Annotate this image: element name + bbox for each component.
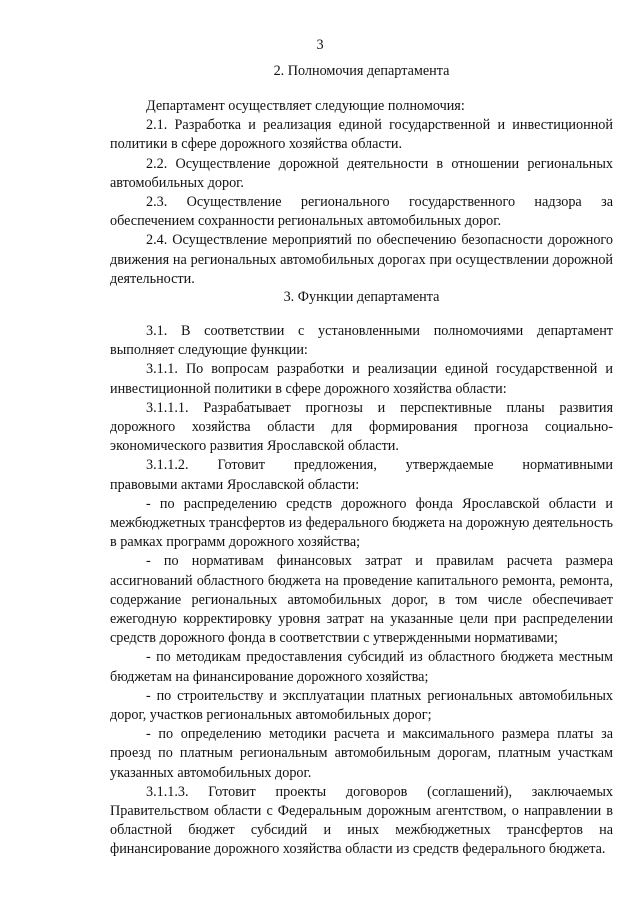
section-2-heading: 2. Полномочия департамента [273,63,450,79]
section-3-heading: 3. Функции департамента [283,289,440,305]
paragraph: 2.1. Разработка и реализация единой государственной и инвестиционной политики в сфере дорожного хозяйства области. [110,117,613,153]
paragraph: - по строительству и эксплуатации платных региональных автомобильных дорог, участков региональных автомобильных дорог; [110,687,613,724]
paragraph: - по распределению средств дорожного фонда Ярославской области и межбюджетных трансфертов из федерального бюджета на дорожную деятельность в рамках программ дорожного хозяйства; [110,495,613,551]
section-3-body [110,322,613,860]
paragraph: 2.3. Осуществление регионального государственного надзора за обеспечением сохранности региональных автомобильных дорог. [110,194,613,230]
paragraph: 3.1.1.3. Готовит проекты договоров (соглашений), заключаемых Правительством области с Федеральным дорожным агентством, о направлении в областной бюджет субсидий и иных межбюджетных трансфертов на финансирование дорожного хозяйства области из средств федерального бюджета. [110,783,613,858]
page-number: 3 [316,37,324,53]
paragraph: - по нормативам финансовых затрат и правилам расчета размера ассигнований областного бюджета на проведение капитального ремонта, ремонта, содержание региональных автомобильных дорог, в том числе обеспечивает ежегодную корректировку уровня затрат на указанные цели при распределении средств дорожного фонда в соответствии с утвержденными нормативами; [110,553,613,647]
paragraph: 2.2. Осуществление дорожной деятельности в отношении региональных автомобильных дорог. [110,155,613,191]
paragraph: 2.4. Осуществление мероприятий по обеспечению безопасности дорожного движения на региональных автомобильных дорогах при осуществлении дорожной деятельности. [110,232,613,287]
paragraph: - по методикам предоставления субсидий из областного бюджета местным бюджетам на финансирование дорожного хозяйства; [110,649,613,685]
paragraph: 3.1.1.1. Разрабатывает прогнозы и перспективные планы развития дорожного хозяйства области для формирования прогноза социально-экономического развития Ярославской области. [110,399,613,455]
paragraph: 3.1. В соответствии с установленными полномочиями департамент выполняет следующие функции: [110,323,613,359]
paragraph: Департамент осуществляет следующие полномочия: [146,98,465,114]
paragraph: правовыми актами Ярославской области: [110,476,360,493]
paragraph: - по определению методики расчета и максимального размера платы за проезд по платным региональным автомобильным дорогам, платным участкам указанных автомобильных дорог. [110,726,613,781]
paragraph: 3.1.1.2. Готовит предложения, утверждаемые нормативными [146,457,613,474]
paragraph: 3.1.1. По вопросам разработки и реализации единой государственной и инвестиционной политики в сфере дорожного хозяйства области: [110,361,613,397]
section-2-body [110,97,613,289]
